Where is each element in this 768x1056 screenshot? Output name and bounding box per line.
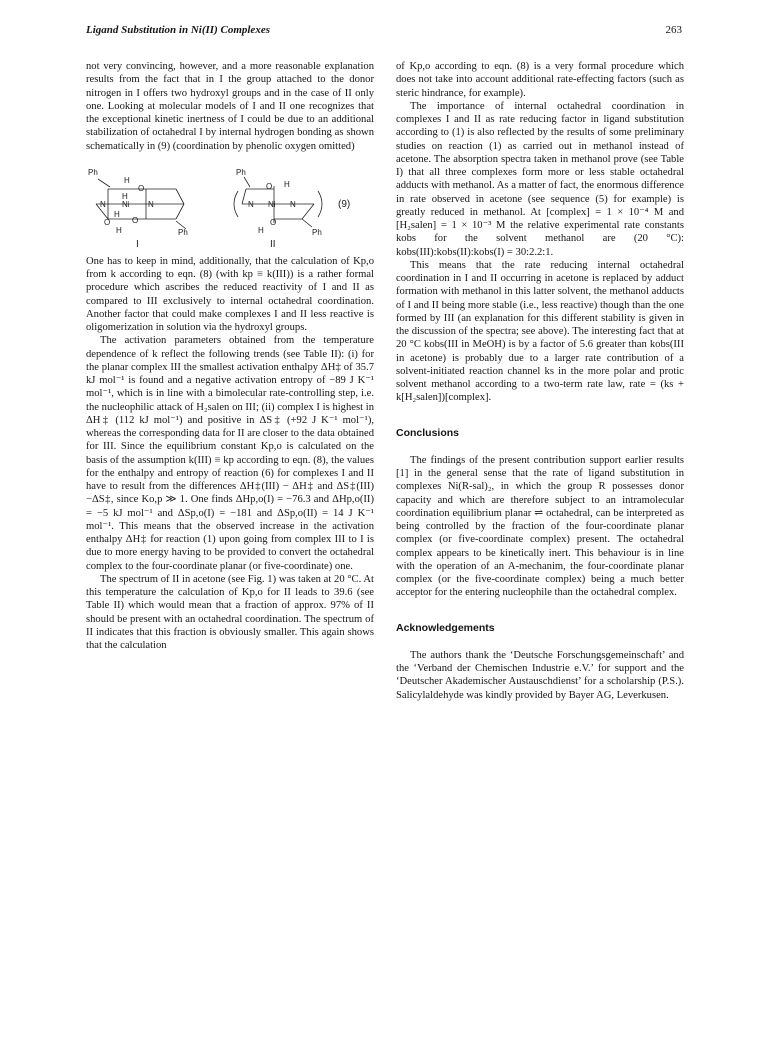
paragraph: The activation parameters obtained from the temperature dependence of k reflect the following trends (see Table II): (i) for the planar complex III the smallest activation enthalpy ΔH‡ of 35.7 kJ mol⁻¹ is found and a negative activation entropy of −89 J K⁻¹ mol⁻¹, which is in line with a bimolecular rate-controlling step, i.e. the nucleophilic attack of H₂salen on III; (ii) complex I is highest in ΔH‡ (112 kJ mol⁻¹) and positive in ΔS‡ (+92 J K⁻¹ mol⁻¹), whereas the corresponding data for II are closer to the data obtained for III. Since the equilibrium constant Kp,o is calculated on the basis of the assumption k(III) ≡ kp according to eqn. (8), the values for the enthalpy and entropy of reaction (6) for complexes I and II have to result from the differences ΔH‡(III) − ΔH‡ and ΔS‡(III)−ΔS‡, since Ko,p ≫ 1. One finds ΔHp,o(I) = −76.3 and ΔHp,o(II) = −5 kJ mol⁻¹ and ΔSp,o(I) = −181 and ΔSp,o(II) = 14 J K⁻¹ mol⁻¹. This means that the observed increase in the activation enthalpy ΔH‡ for reaction (1) upon going from complex III to I is due to more energy having to be provided to convert the octahedral complex to the four-coordinate planar (or five-coordinate) one. (86, 335, 374, 572)
paragraph: The authors thank the ‘Deutsche Forschungsgemeinschaft’ and the ‘Verband der Chemischen Industrie e.V.’ for support and the ‘Deutscher Akademischer Austauschdienst’ for a scholarship (P.S.). Salicylaldehyde was kindly provided by Bayer AG, Leverkusen. (396, 649, 684, 701)
svg-text:H: H (114, 209, 120, 219)
compound-label-I: I (136, 238, 139, 249)
paragraph: The findings of the present contribution support earlier results [1] in the general sense that the rate of ligand substitution in complexes Ni(R-sal)₂, in which the group R possesses donor capacity and which are therefore subject to an intramolecular coordination equilibrium planar ⇌ octahedral, can be interpreted as being controlled by the fraction of the four-coordinate planar complex (or five-coordinate complex) present. The octahedral complex appears to be kinetically inert. This behaviour is in line with the operation of an A-mechanim, the four-coordinate planar complex (or the five-coordinate complex) being a much better acceptor for the entering nucleophile than the octahedral complex. (396, 454, 684, 599)
paragraph: The spectrum of II in acetone (see Fig. 1) was taken at 20 °C. At this temperature the calculation of Kp,o for II leads to 39.6 (see Table II) which would mean that a fraction of approx. 97% of II should be present with an octahedral coordination. The spectrum of II indicates that this fraction is obviously smaller. This again shows that the calculation (86, 573, 374, 651)
scheme-number: (9) (338, 198, 351, 210)
svg-text:H: H (258, 225, 264, 235)
section-heading-conclusions: Conclusions (396, 426, 460, 439)
paragraph: One has to keep in mind, additionally, that the calculation of Kp,o from k according to eqn. (8) (with kp ≡ k(III)) is a rather formal procedure which ascribes the reduced reactivity of I and II as compared to III exclusively to internal octahedral coordination. Another factor that could make complexes I and II less reactive is oligomerization in solution via the hydroxyl groups. (86, 255, 374, 333)
svg-text:Ni: Ni (268, 199, 276, 209)
svg-text:O: O (104, 217, 111, 227)
svg-text:N: N (248, 199, 254, 209)
svg-text:N: N (148, 199, 154, 209)
paragraph: The importance of internal octahedral coordination in complexes I and II as rate reducing factor in ligand substitution according to (1) is also reflected by the results of some preliminary studies on reaction (1) as carried out in methanol instead of acetone. The absorption spectra taken in methanol prove (see Table I) that all three complexes form more or less stable octahedral adducts with methanol. As a matter of fact, the enormous difference in rate observed in acetone (see sequence (5) for example) is greatly reduced in methanol. At [complex] = 1 × 10⁻⁴ M and [H₂salen] = 1 × 10⁻³ M the relative experimental rate constants kobs for the solvent methanol are (20 °C): kobs(III):kobs(II):kobs(I) = 30:2.2:1. (396, 100, 684, 258)
paragraph: This means that the rate reducing internal octahedral coordination in I and II occurring in acetone is replaced by adduct formation with methanol in this latter solvent, the methanol adducts of I and II being more stable (i.e., less reactive) though than the one formed by III (an explanation for this different stability is given in the discussion of the spectra; see above). The interesting fact that at 20 °C kobs(III in MeOH) is by a factor of 5.6 greater than kobs(III in acetone) is probably due to a larger rate contribution of a solvent-initiated reaction channel ks in the more polar and protic solvent methanol according to a two-term rate law, rate = (ks + k[H₂salen])[complex]. (396, 259, 684, 404)
page-number: 263 (665, 24, 682, 36)
svg-text:Ph: Ph (312, 227, 322, 237)
paragraph: not very convincing, however, and a more reasonable explanation results from the fact that in I the group attached to the donor nitrogen in I offers two hydroxyl groups and in the case of II only one. Looking at molecular models of I and II one recognizes that the exceptional kinetic inertness of I could be due to an additional stabilization of octahedral I by internal hydrogen bonding as shown schematically in (9) (coordination by phenolic oxygen omitted) (86, 61, 374, 152)
svg-text:Ph: Ph (88, 167, 98, 177)
svg-text:N: N (100, 199, 106, 209)
svg-text:H: H (124, 175, 130, 185)
compound-label-II: II (270, 238, 276, 249)
svg-text:H: H (116, 225, 122, 235)
svg-text:N: N (290, 199, 296, 209)
svg-text:O: O (138, 183, 145, 193)
svg-text:O: O (266, 181, 273, 191)
right-column (396, 60, 684, 702)
svg-text:O: O (270, 217, 277, 227)
section-heading-acknowledgements: Acknowledgements (396, 621, 495, 634)
svg-text:H: H (122, 191, 128, 201)
svg-text:Ph: Ph (236, 167, 246, 177)
paragraph: of Kp,o according to eqn. (8) is a very formal procedure which does not take into account additional rate-effecting factors (such as steric hindrance, for example). (396, 61, 684, 99)
left-column (86, 60, 374, 652)
svg-text:H: H (284, 179, 290, 189)
chemical-scheme-9 (86, 161, 374, 249)
svg-text:Ni: Ni (122, 199, 130, 209)
running-title: Ligand Substitution in Ni(II) Complexes (86, 24, 270, 36)
scheme-svg (86, 161, 374, 249)
svg-text:O: O (132, 215, 139, 225)
svg-text:Ph: Ph (178, 227, 188, 237)
